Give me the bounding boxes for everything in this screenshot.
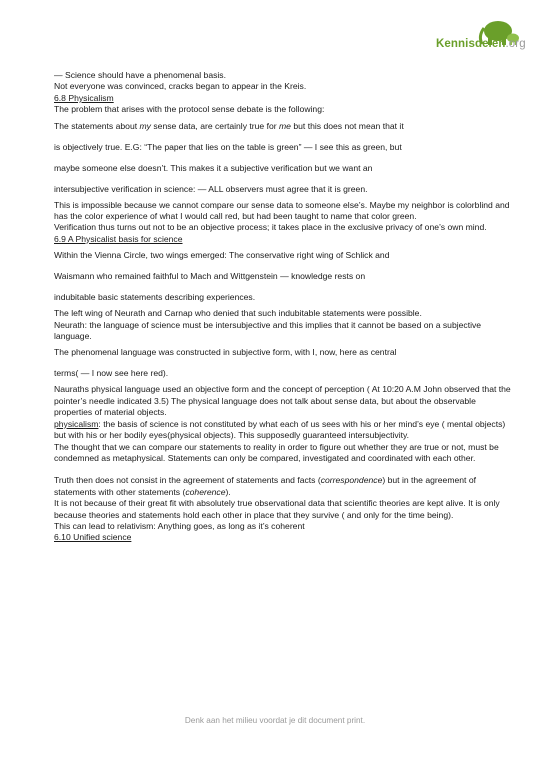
paragraph: Not everyone was convinced, cracks began to appear in the Kreis. (54, 81, 307, 92)
kennisdelen-logo[interactable] (418, 18, 528, 58)
term: physicalism (54, 418, 99, 429)
paragraph: is objectively true. E.G: “The paper that lies on the table is green” — I see this as green, but (54, 141, 402, 152)
text-run: Truth then does not consist in the agreement of statements and facts ( (54, 475, 321, 486)
paragraph: Nauraths physical language used an objective form and the concept of perception ( At 10:20 A.M John observed that the pointer’s needle indicated 3.5) The physical language does not talk about sense data, but about the observable properties of material objects. (54, 384, 511, 418)
section-heading: 6.8 Physicalism (54, 92, 114, 103)
blank-line (54, 464, 514, 475)
paragraph: The problem that arises with the protocol sense debate is the following: (54, 104, 325, 115)
paragraph: The left wing of Neurath and Carnap who denied that such indubitable statements were possible. (54, 308, 422, 319)
emphasis: correspondence (320, 475, 383, 486)
double-spaced-block (54, 342, 514, 384)
paragraph: The phenomenal language was constructed in subjective form, with I, now, here as central (54, 347, 397, 358)
text-run: sense data, are certainly true for (150, 120, 280, 131)
paragraph: Waismann who remained faithful to Mach and Wittgenstein — knowledge rests on (54, 271, 366, 282)
paragraph: Verification thus turns out not to be an objective process; it takes place in the exclusive privacy of one’s own mind. (54, 222, 487, 233)
text-run: but this does not mean that it (290, 120, 404, 131)
emphasis: coherence (185, 486, 226, 497)
document-body (54, 70, 514, 544)
paragraph: Within the Vienna Circle, two wings emerged: The conservative right wing of Schlick and (54, 250, 390, 261)
paragraph: maybe someone else doesn’t. This makes it a subjective verification but we want an (54, 162, 373, 173)
paragraph: It is not because of their great fit with absolutely true observational data that scientific theories are kept alive. It is only because theories and statements hold each other in place that they survive ( and only for the time being). (54, 498, 500, 520)
text-run: ) but in the agreement of statements with other statements ( (54, 475, 476, 497)
footer-note: Denk aan het milieu voordat je dit document print. (184, 716, 366, 725)
section-heading: 6.10 Unified science (54, 532, 132, 543)
double-spaced-block (54, 245, 514, 308)
paragraph (54, 475, 514, 498)
logo-tld: .org (505, 38, 526, 50)
paragraph: This is impossible because we cannot compare our sense data to someone else’s. Maybe my neighbor is colorblind and has the color experience of what I would call red, but had been taught to name that color green. (54, 199, 510, 222)
paragraph: The thought that we can compare our statements to reality in order to figure out whether they are true or not, must be condemned as metaphysical. Statements can only be compared, investigated and coordinated with each other. (54, 441, 499, 463)
paragraph (54, 116, 514, 137)
emphasis: me (279, 120, 291, 131)
section-heading: 6.9 A Physicalist basis for science (54, 233, 183, 244)
paragraph (54, 419, 514, 442)
text-run: The statements about (54, 120, 140, 131)
logo-name: Kennisdelen (436, 38, 506, 50)
paragraph: This can lead to relativism: Anything goes, as long as it’s coherent (54, 520, 305, 531)
paragraph: intersubjective verification in science: — ALL observers must agree that it is green. (54, 183, 368, 194)
double-spaced-block (54, 116, 514, 200)
paragraph: Neurath: the language of science must be intersubjective and this implies that it cannot be based on a subjective language. (54, 319, 482, 342)
text-run: : the basis of science is not constituted by what each of us sees with his or her mind’s eye ( mental objects) but with his or her bodily eyes(physical objects). This supposedly guaranteed intersubjectivity. (54, 418, 506, 441)
text-run: ). (225, 486, 231, 497)
emphasis: my (139, 120, 151, 131)
logo-text (436, 38, 526, 50)
paragraph: — Science should have a phenomenal basis. (54, 70, 226, 80)
paragraph: terms( — I now see here red). (54, 368, 169, 379)
paragraph: indubitable basic statements describing experiences. (54, 292, 256, 303)
